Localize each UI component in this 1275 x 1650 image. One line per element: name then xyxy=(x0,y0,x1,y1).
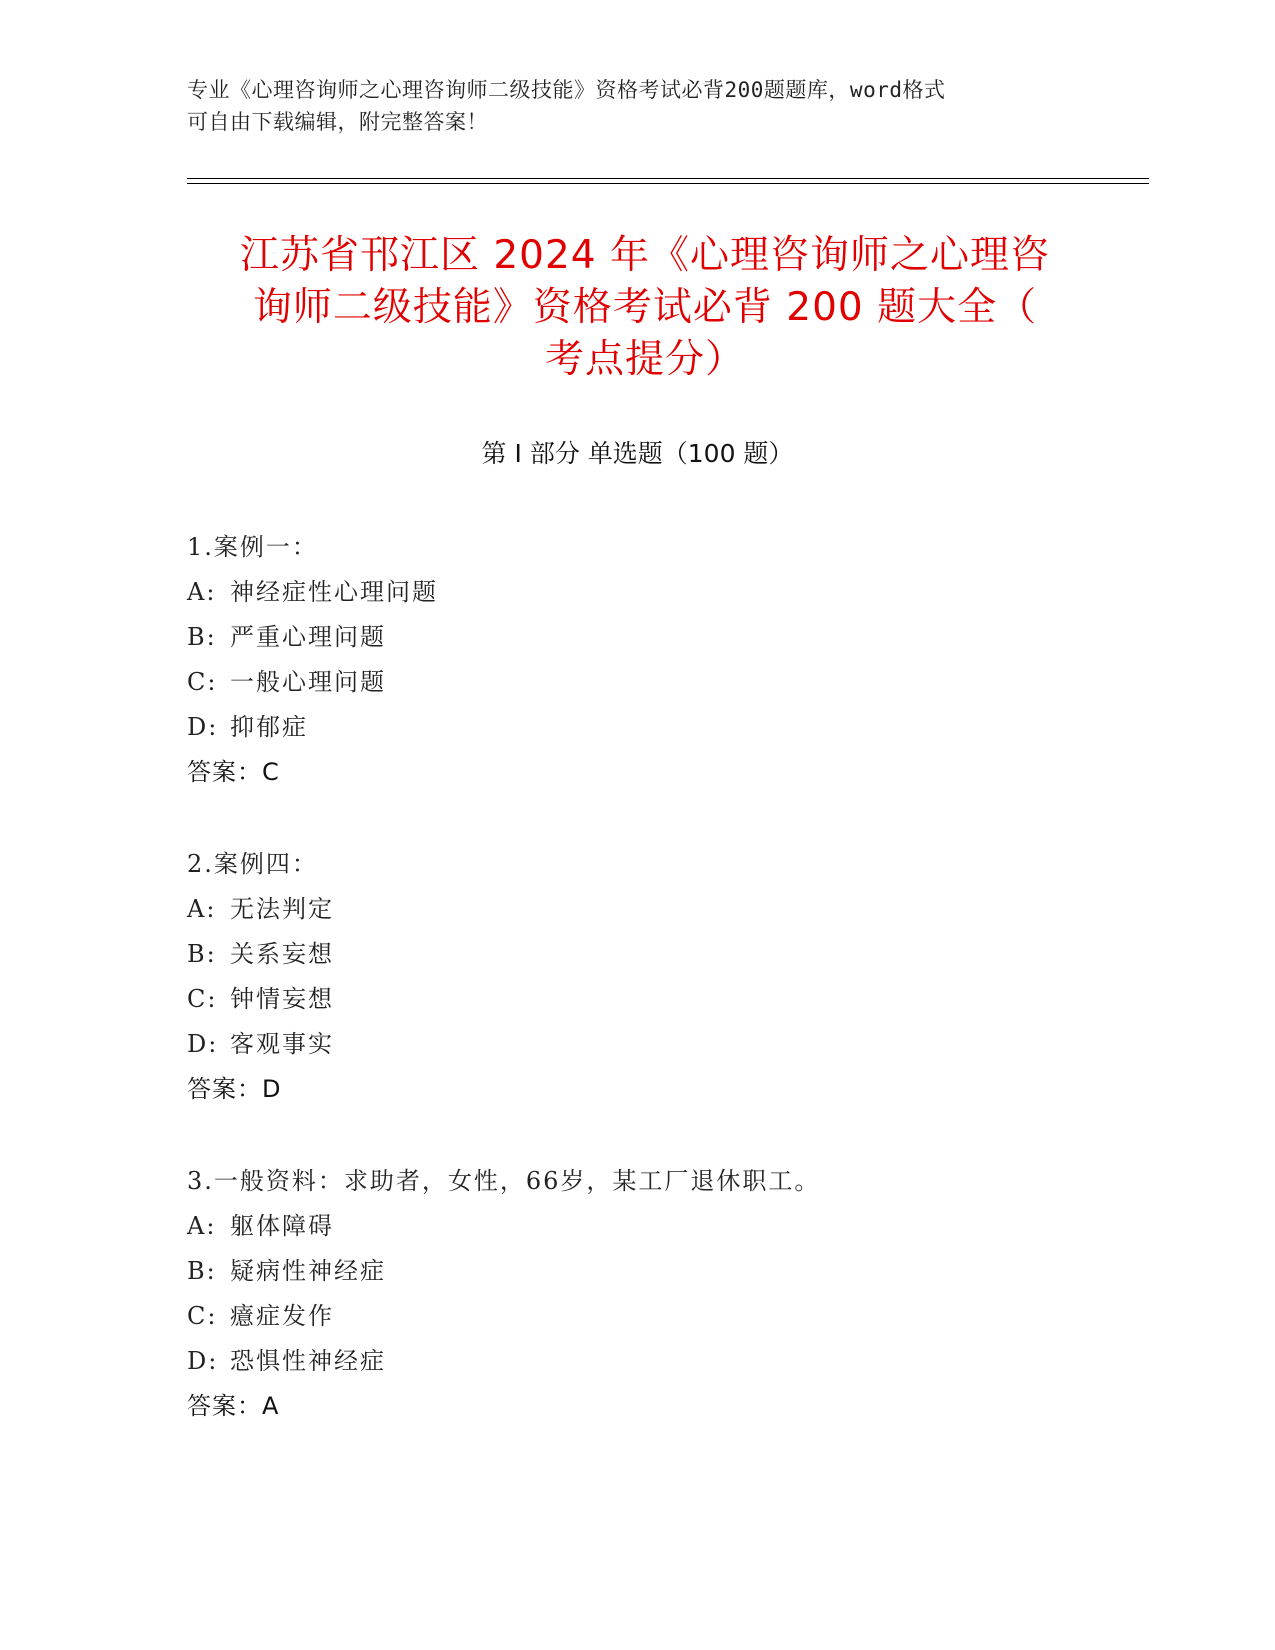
document-title xyxy=(180,230,1110,386)
option-label: D: xyxy=(187,713,219,741)
option-b xyxy=(187,932,1087,977)
section-heading: 第 I 部分 单选题（100 题） xyxy=(481,439,794,468)
option-d xyxy=(187,1022,1087,1067)
option-text: 躯体障碍 xyxy=(230,1212,334,1240)
option-label: C: xyxy=(187,985,218,1013)
option-label: D: xyxy=(187,1347,219,1375)
option-c xyxy=(187,660,1087,705)
question-stem: 3.一般资料：求助者，女性，66岁，某工厂退休职工。 xyxy=(187,1167,821,1195)
option-a xyxy=(187,1204,1087,1249)
option-text: 抑郁症 xyxy=(230,713,308,741)
option-text: 癔症发作 xyxy=(230,1302,334,1330)
option-c xyxy=(187,1294,1087,1339)
header-note xyxy=(187,74,1067,138)
option-text: 客观事实 xyxy=(230,1030,334,1058)
option-label: B: xyxy=(187,1257,217,1285)
option-d xyxy=(187,1339,1087,1384)
option-label: B: xyxy=(187,940,217,968)
option-text: 关系妄想 xyxy=(230,940,334,968)
question-item xyxy=(187,842,1087,1112)
header-note-line: 可自由下载编辑，附完整答案！ xyxy=(187,110,488,134)
option-label: C: xyxy=(187,668,218,696)
header-note-line: 专业《心理咨询师之心理咨询师二级技能》资格考试必背200题题库，word格式 xyxy=(187,78,946,102)
option-b xyxy=(187,1249,1087,1294)
title-line: 江苏省邗江区 2024 年《心理咨询师之心理咨 xyxy=(239,233,1051,278)
question-list xyxy=(187,525,1087,1429)
option-text: 钟情妄想 xyxy=(230,985,334,1013)
option-label: A: xyxy=(187,1212,217,1240)
header-divider xyxy=(187,178,1149,179)
question-stem: 1.案例一： xyxy=(187,533,318,561)
title-line: 询师二级技能》资格考试必背 200 题大全（ xyxy=(252,285,1038,330)
option-d xyxy=(187,705,1087,750)
option-text: 一般心理问题 xyxy=(230,668,386,696)
option-text: 疑病性神经症 xyxy=(230,1257,386,1285)
option-label: B: xyxy=(187,623,217,651)
question-item xyxy=(187,525,1087,795)
option-a xyxy=(187,570,1087,615)
option-label: C: xyxy=(187,1302,218,1330)
title-line: 考点提分） xyxy=(544,337,745,382)
option-text: 恐惧性神经症 xyxy=(230,1347,386,1375)
option-text: 无法判定 xyxy=(230,895,334,923)
option-text: 严重心理问题 xyxy=(230,623,386,651)
option-c xyxy=(187,977,1087,1022)
option-b xyxy=(187,615,1087,660)
header-divider xyxy=(187,183,1149,184)
option-a xyxy=(187,887,1087,932)
answer-line: 答案：A xyxy=(187,1392,280,1420)
answer-line: 答案：D xyxy=(187,1075,282,1103)
option-label: A: xyxy=(187,578,217,606)
option-label: A: xyxy=(187,895,217,923)
question-item xyxy=(187,1159,1087,1429)
answer-line: 答案：C xyxy=(187,758,280,786)
option-label: D: xyxy=(187,1030,219,1058)
option-text: 神经症性心理问题 xyxy=(230,578,438,606)
question-stem: 2.案例四： xyxy=(187,850,318,878)
